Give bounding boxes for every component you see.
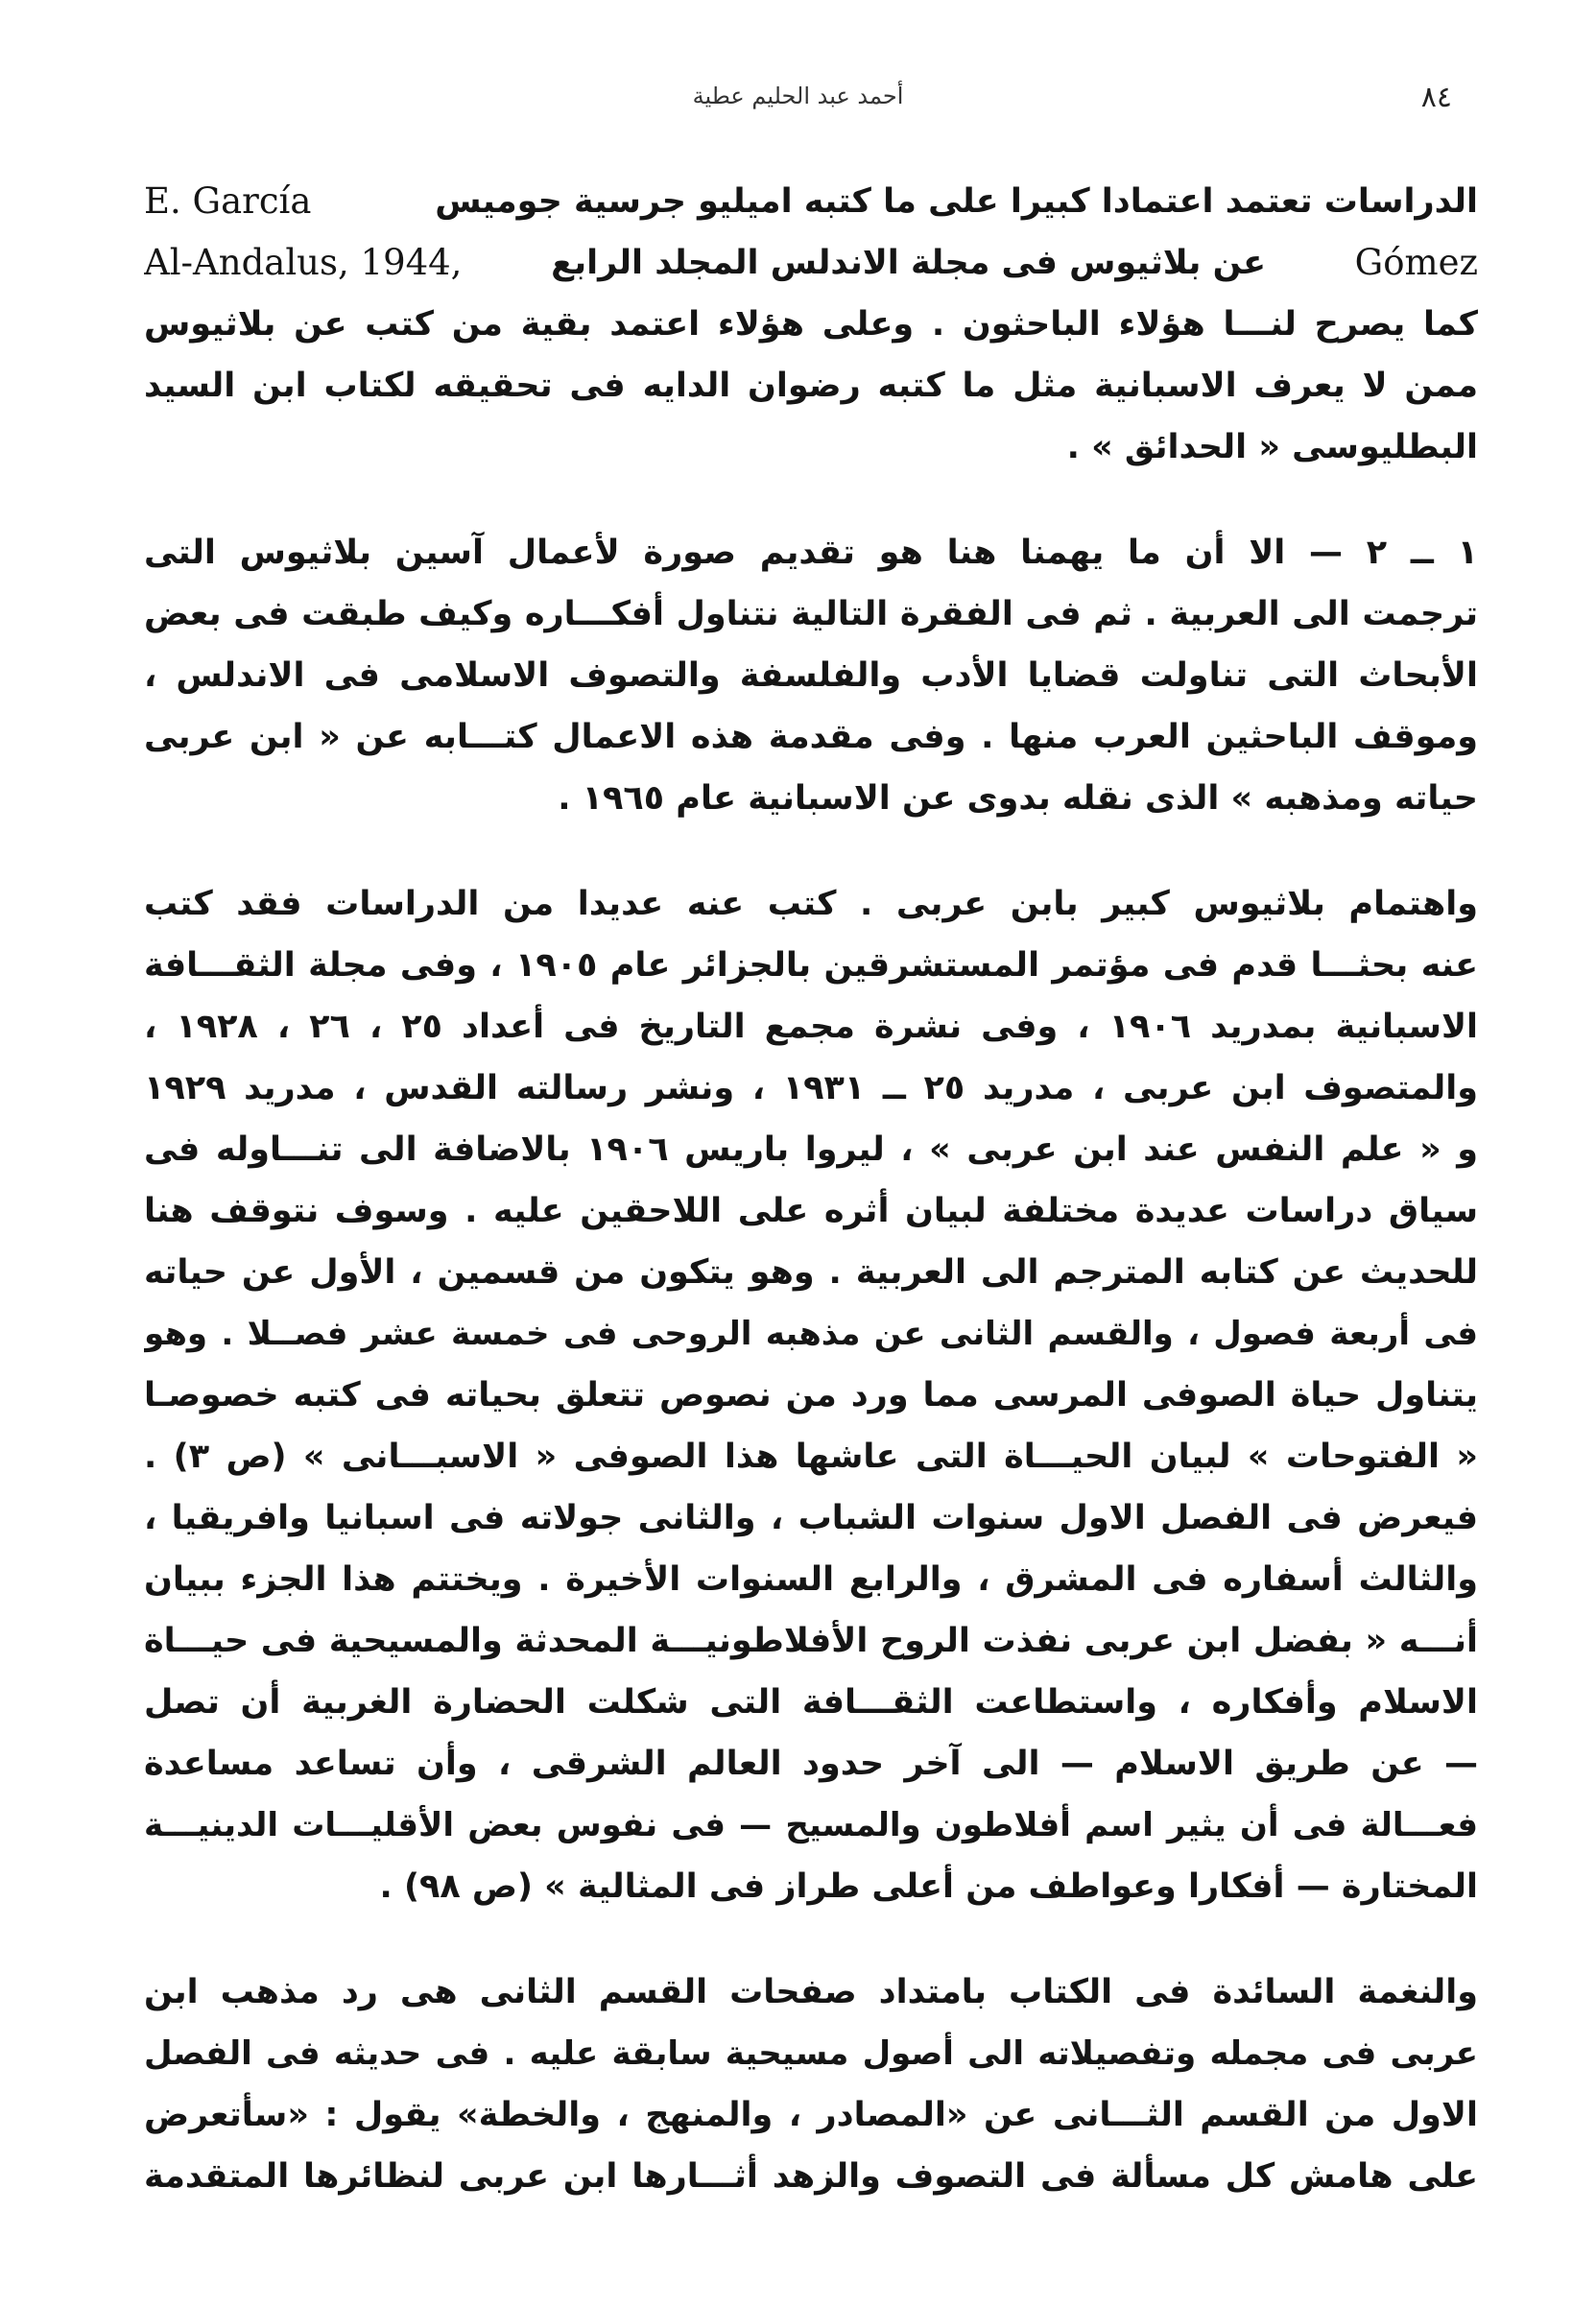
running-header: [144, 81, 1452, 119]
latin-journal-citation: Al-Andalus, 1944,: [144, 242, 463, 283]
text-line: عنه بحثـــا قدم فى مؤتمر المستشرقين بالجزائر عام ١٩٠٥ ، وفى مجلة الثقـــافة: [144, 946, 1478, 985]
text-line: الأبحاث التى تناولت قضايا الأدب والفلسفة والتصوف الاسلامى فى الاندلس ،: [144, 656, 1478, 695]
text-line: الاسلام وأفكاره ، واستطاعت الثقـــافة التى شكلت الحضارة الغربية أن تصل: [144, 1683, 1478, 1722]
text-line: وموقف الباحثين العرب منها . وفى مقدمة هذه الاعمال كتـــابه عن « ابن عربى: [144, 718, 1478, 756]
text-line: والمتصوف ابن عربى ، مدريد ٢٥ ــ ١٩٣١ ، ونشر رسالته القدس ، مدريد ١٩٢٩: [144, 1069, 1478, 1107]
paragraph-gap: [144, 478, 1478, 522]
text-line: فعـــالة فى أن يثير اسم أفلاطون والمسيح — فى نفوس بعض الأقليـــات الدينيـــة: [144, 1806, 1478, 1844]
paragraph-gap: [144, 829, 1478, 873]
text-line: أنـــه « بفضل ابن عربى نفذت الروح الأفلاطونيـــة المحدثة والمسيحية فى حيـــاة: [144, 1622, 1478, 1660]
text-line: البطليوسى « الحدائق » .: [1066, 428, 1478, 466]
paragraph-3: [144, 873, 1478, 1917]
text-line: « الفتوحات » لبيان الحيـــاة التى عاشها هذا الصوفى « الاسبـــانى » (ص ٣) .: [144, 1438, 1478, 1476]
text-line: عربى فى مجمله وتفصيلاته الى أصول مسيحية سابقة عليه . فى حديثه فى الفصل: [144, 2034, 1478, 2073]
text-line: الاسبانية بمدريد ١٩٠٦ ، وفى نشرة مجمع التاريخ فى أعداد ٢٥ ، ٢٦ ، ١٩٢٨ ،: [144, 1008, 1478, 1046]
text-line: ١ ــ ٢ — الا أن ما يهمنا هنا هو تقديم صورة لأعمال آسين بلاثيوس التى: [144, 534, 1478, 572]
text-line: — عن طريق الاسلام — الى آخر حدود العالم الشرقى ، وأن تساعد مساعدة: [144, 1745, 1478, 1783]
text-line: ترجمت الى العربية . ثم فى الفقرة التالية نتناول أفكـــاره وكيف طبقت فى بعض: [144, 595, 1478, 633]
text-line: [144, 171, 1478, 232]
page-number: ٨٤: [1420, 81, 1452, 114]
text-line: الاول من القسم الثـــانى عن «المصادر ، والمنهج ، والخطة» يقول : «سأتعرض: [144, 2096, 1478, 2134]
text-line: و « علم النفس عند ابن عربى » ، ليروا باريس ١٩٠٦ بالاضافة الى تنـــاوله فى: [144, 1130, 1478, 1169]
text-line: كما يصرح لنـــا هؤلاء الباحثون . وعلى هؤلاء اعتمد بقية من كتب عن بلاثيوس: [144, 305, 1478, 344]
text-line: فيعرض فى الفصل الاول سنوات الشباب ، والثانى جولاته فى اسبانيا وافريقيا ،: [144, 1499, 1478, 1537]
latin-author-surname: Gómez: [1354, 242, 1478, 283]
text-line: [144, 232, 1478, 294]
text-line: المختارة — أفكارا وعواطف من أعلى طراز فى المثالية » (ص ٩٨) .: [379, 1867, 1478, 1906]
latin-author-name: E. García: [144, 180, 312, 222]
text-line: للحديث عن كتابه المترجم الى العربية . وهو يتكون من قسمين ، الأول عن حياته: [144, 1253, 1478, 1292]
text-line: فى أربعة فصول ، والقسم الثانى عن مذهبه الروحى فى خمسة عشر فصــلا . وهو: [144, 1315, 1478, 1353]
paragraph-1: [144, 171, 1478, 478]
text-line: يتناول حياة الصوفى المرسى مما ورد من نصوص تتعلق بحياته فى كتبه خصوصـا: [144, 1376, 1478, 1415]
body-text: [144, 171, 1478, 2207]
paragraph-4: [144, 1961, 1478, 2207]
text-line: على هامش كل مسألة فى التصوف والزهد أثـــارها ابن عربى لنظائرها المتقدمة: [144, 2157, 1478, 2196]
text-line: حياته ومذهبه » الذى نقله بدوى عن الاسبانية عام ١٩٦٥ .: [558, 779, 1478, 818]
author-name: أحمد عبد الحليم عطية: [692, 83, 904, 109]
paragraph-gap: [144, 1917, 1478, 1961]
text-line: سياق دراسات عديدة مختلفة لبيان أثره على اللاحقين عليه . وسوف نتوقف هنا: [144, 1192, 1478, 1230]
paragraph-2: [144, 522, 1478, 829]
text-line: ممن لا يعرف الاسبانية مثل ما كتبه رضوان الدايه فى تحقيقه لكتاب ابن السيد: [144, 367, 1478, 405]
text-line: والنغمة السائدة فى الكتاب بامتداد صفحات القسم الثانى هى رد مذهب ابن: [144, 1973, 1478, 2011]
arabic-segment: عن بلاثيوس فى مجلة الاندلس المجلد الرابع: [551, 244, 1267, 282]
text-line: والثالث أسفاره فى المشرق ، والرابع السنوات الأخيرة . ويختتم هذا الجزء ببيان: [144, 1560, 1478, 1599]
text-line: واهتمام بلاثيوس كبير بابن عربى . كتب عنه عديدا من الدراسات فقد كتب: [144, 885, 1478, 923]
arabic-segment: الدراسات تعتمد اعتمادا كبيرا على ما كتبه اميليو جرسية جوميس: [435, 182, 1478, 221]
